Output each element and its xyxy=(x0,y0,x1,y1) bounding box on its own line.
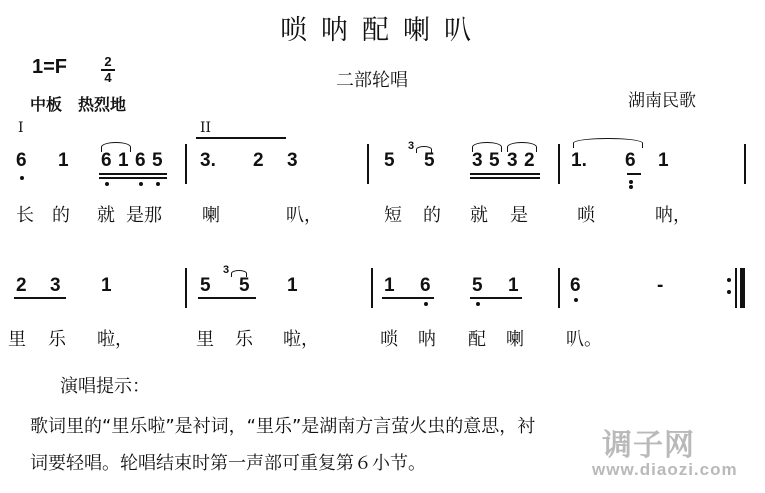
tips-heading: 演唱提示： xyxy=(60,376,150,397)
time-signature-bottom: 4 xyxy=(104,70,112,85)
tempo-marking: 中板 热烈地 xyxy=(30,95,127,114)
lyric: 乐 xyxy=(235,329,253,350)
song-title: 唢呐配喇叭 xyxy=(280,15,485,46)
note: 2 xyxy=(524,150,535,171)
lyric: 里 xyxy=(8,329,26,350)
lyric: 短 xyxy=(384,205,402,226)
note: 3 xyxy=(287,150,298,171)
note: 5 xyxy=(239,275,250,296)
note: 6 xyxy=(16,150,27,171)
note: 1 xyxy=(658,150,669,171)
note: 1 xyxy=(101,275,112,296)
note: 1. xyxy=(571,150,587,171)
lyric: 就 xyxy=(97,205,115,226)
lyric: 呐， xyxy=(655,205,691,226)
lyric: 长 xyxy=(16,205,34,226)
lyric: 喇 xyxy=(506,329,524,350)
note: 2 xyxy=(16,275,27,296)
lyric: 喇 xyxy=(202,205,220,226)
lyric: 配 xyxy=(468,329,486,350)
tips-line: 歌词里的“里乐啦”是衬词，“里乐”是湖南方言萤火虫的意思，衬 xyxy=(30,416,536,437)
watermark-logo: 调子网 xyxy=(602,428,695,463)
note: 6 xyxy=(420,275,431,296)
note: 5 xyxy=(489,150,500,171)
dash: - xyxy=(657,275,664,296)
lyric: 是那 xyxy=(126,205,162,226)
lyric: 叭。 xyxy=(566,329,602,350)
note: 2 xyxy=(253,150,264,171)
note: 6 xyxy=(135,150,146,171)
lyric: 呐 xyxy=(418,329,436,350)
note: 5 xyxy=(200,275,211,296)
lyric: 是 xyxy=(510,205,528,226)
lyric: 叭， xyxy=(286,205,322,226)
note: 5 xyxy=(424,150,435,171)
lyric: 里 xyxy=(196,329,214,350)
note: 6 xyxy=(101,150,112,171)
note: 6 xyxy=(570,275,581,296)
lyric: 乐 xyxy=(48,329,66,350)
note: 3. xyxy=(200,150,216,171)
key-signature: 1=F xyxy=(32,56,68,78)
note: 5 xyxy=(152,150,163,171)
note: 3 xyxy=(472,150,483,171)
grace-note: 3 xyxy=(223,264,230,276)
lyric: 唢 xyxy=(577,205,595,226)
note: 5 xyxy=(472,275,483,296)
note: 1 xyxy=(58,150,69,171)
lyric: 就 xyxy=(470,205,488,226)
part-mark-two: II xyxy=(200,120,212,136)
part-mark-one: I xyxy=(18,120,24,136)
note: 3 xyxy=(507,150,518,171)
lyric: 啦， xyxy=(283,329,319,350)
time-signature xyxy=(101,56,115,84)
tips-line: 词要轻唱。轮唱结束时第一声部可重复第６小节。 xyxy=(30,453,426,474)
subtitle: 二部轮唱 xyxy=(336,70,408,91)
grace-note: 3 xyxy=(408,140,415,152)
note: 1 xyxy=(508,275,519,296)
lyric: 啦， xyxy=(97,329,133,350)
song-origin: 湖南民歌 xyxy=(628,91,696,111)
note: 1 xyxy=(118,150,129,171)
note: 1 xyxy=(287,275,298,296)
note: 1 xyxy=(384,275,395,296)
note: 3 xyxy=(50,275,61,296)
note: 6 xyxy=(625,150,636,171)
lyric: 的 xyxy=(423,205,441,226)
lyric: 唢 xyxy=(380,329,398,350)
watermark-url[interactable]: www.diaozi.com xyxy=(592,460,738,479)
time-signature-top: 2 xyxy=(104,54,112,69)
lyric: 的 xyxy=(52,205,70,226)
note: 5 xyxy=(384,150,395,171)
